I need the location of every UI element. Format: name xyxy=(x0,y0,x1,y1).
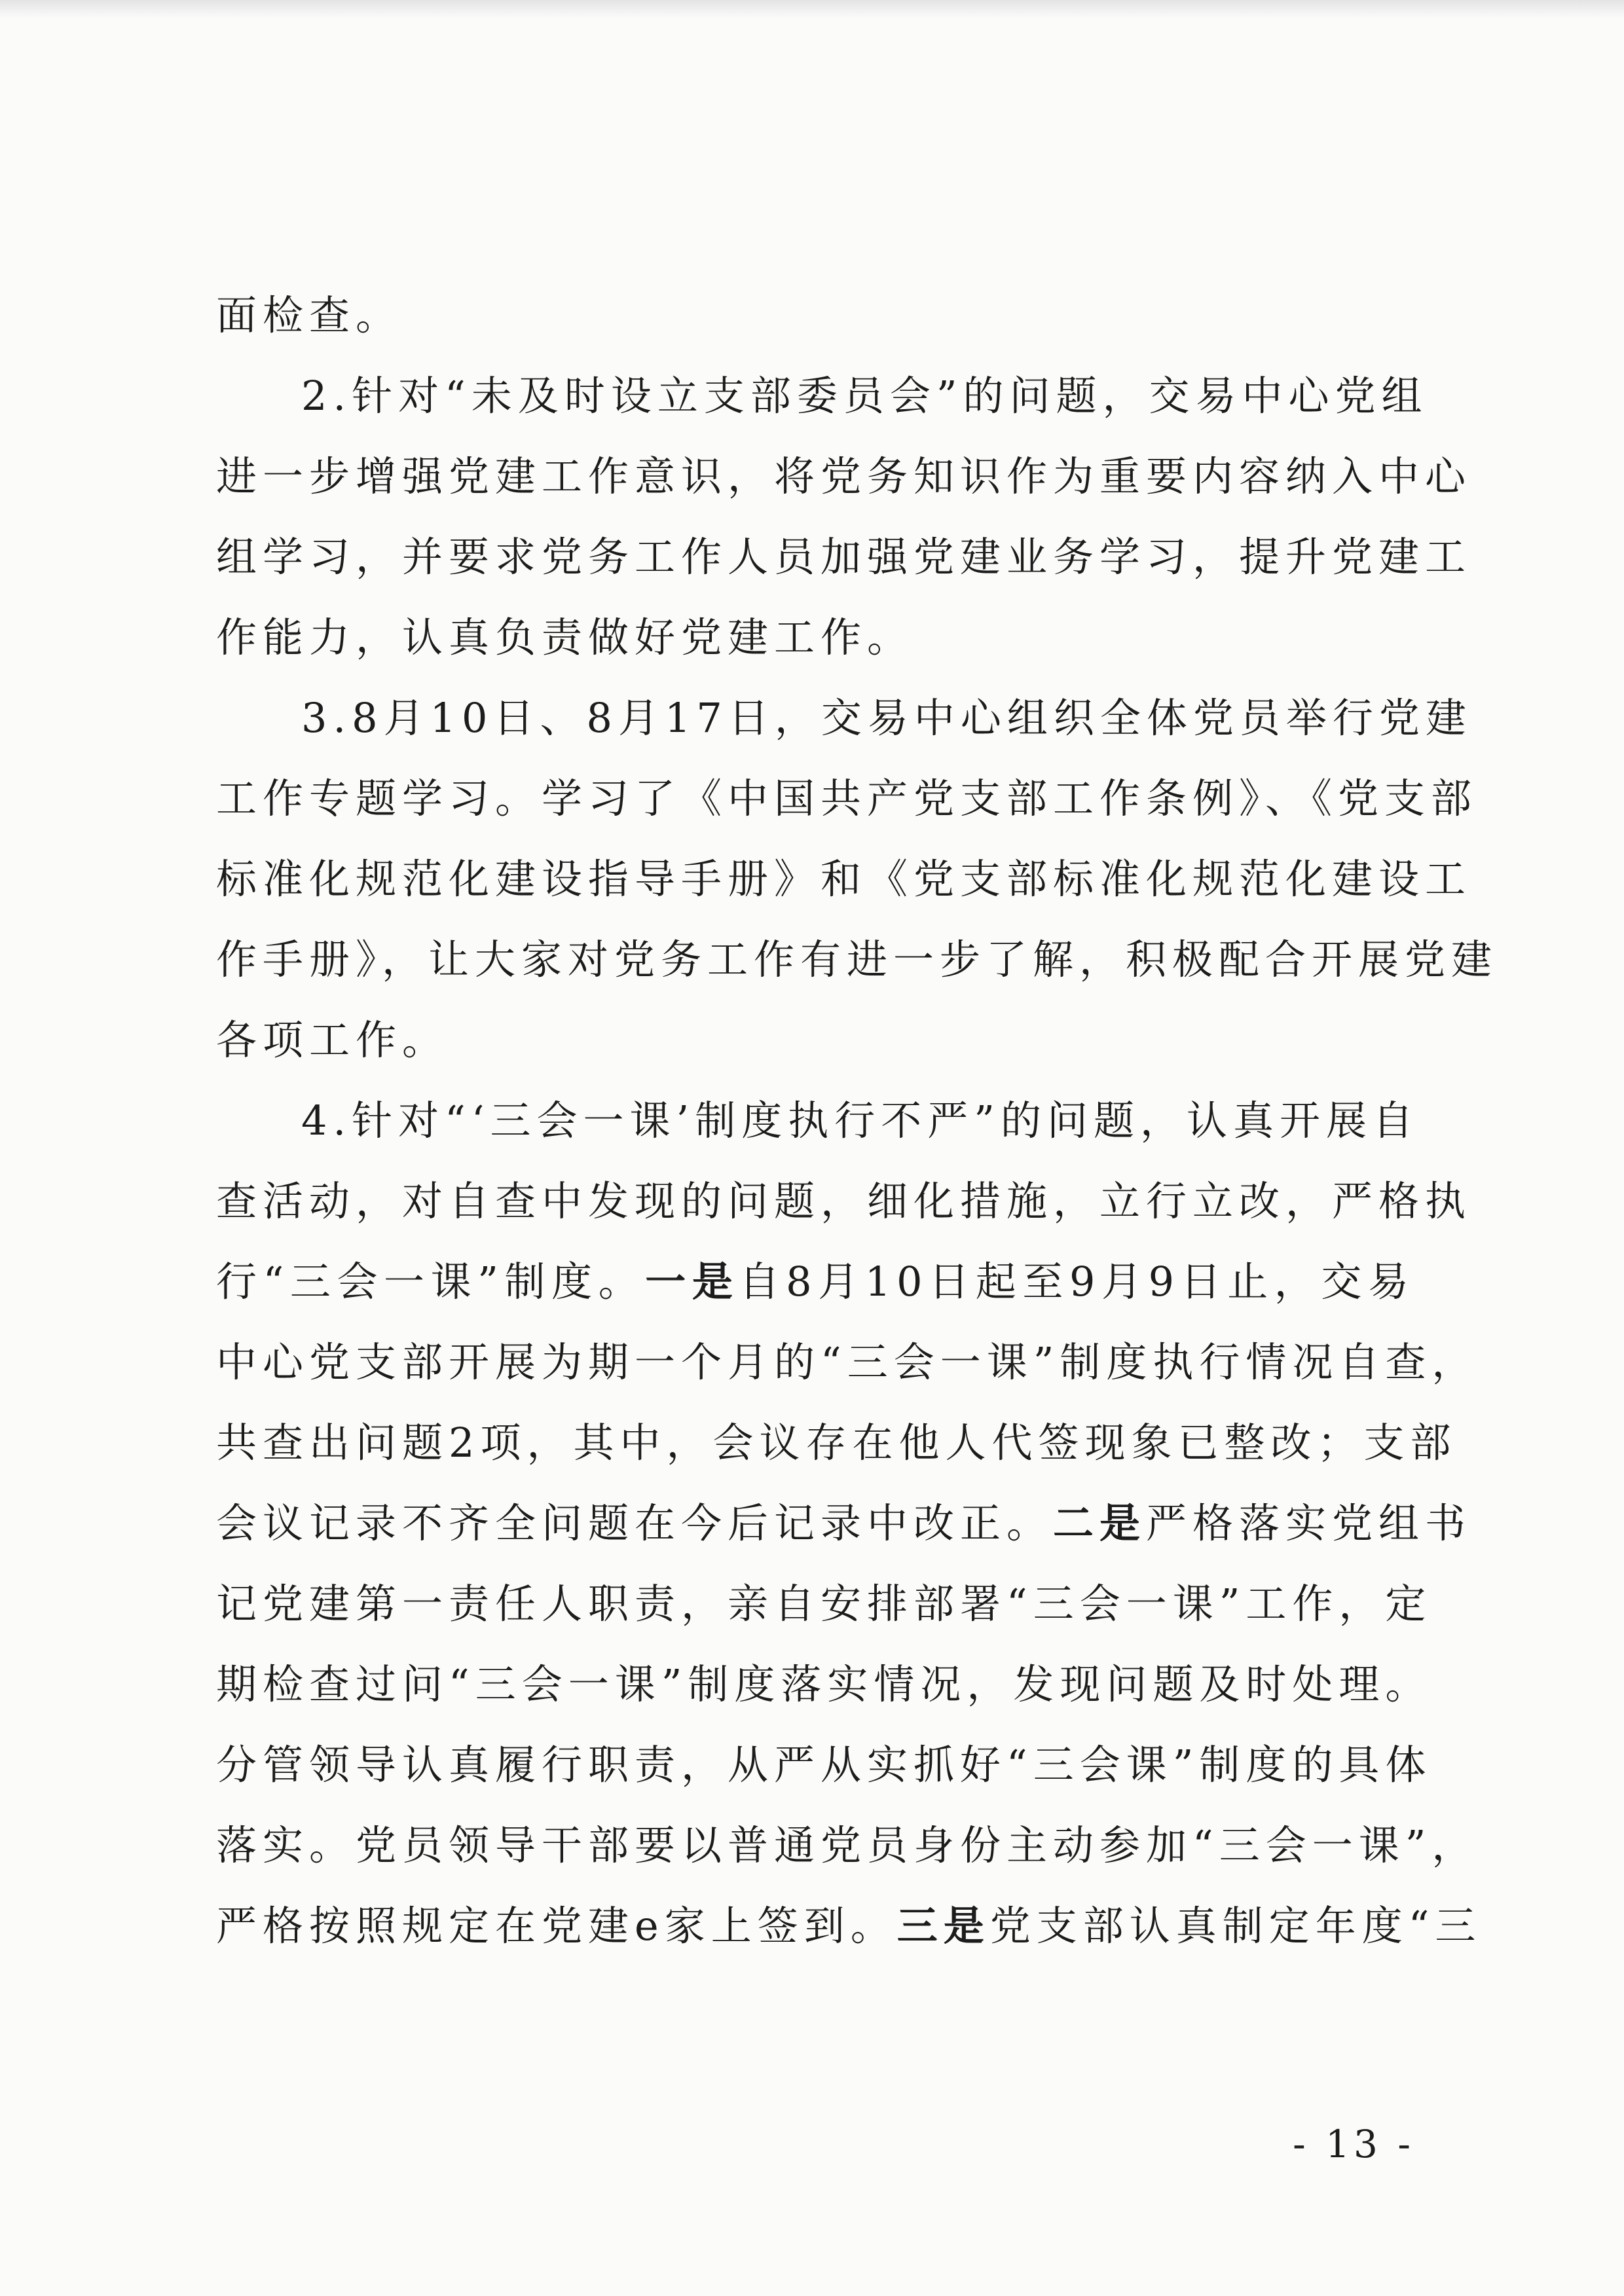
text-line: 记党建第一责任人职责，亲自安排部署“三会一课”工作，定 xyxy=(216,1580,1432,1628)
text-line: 期检查过问“三会一课”制度落实情况，发现问题及时处理。 xyxy=(216,1660,1432,1708)
enumerator: 三是 xyxy=(896,1902,990,1950)
text-line: 工作专题学习。学习了《中国共产党支部工作条例》、《党支部 xyxy=(216,774,1478,822)
text-line: 3.8月10日、8月17日，交易中心组织全体党员举行党建 xyxy=(301,694,1472,742)
text-line: 查活动，对自查中发现的问题，细化措施，立行立改，严格执 xyxy=(216,1177,1472,1225)
enumerator: 一是 xyxy=(645,1258,739,1305)
text-line: 会议记录不齐全问题在今后记录中改正。二是严格落实党组书 xyxy=(216,1499,1472,1547)
text-line: 各项工作。 xyxy=(216,1016,449,1064)
page-number: - 13 - xyxy=(1293,2122,1414,2166)
text-line: 作能力，认真负责做好党建工作。 xyxy=(216,613,914,661)
text-line: 2.针对“未及时设立支部委员会”的问题，交易中心党组 xyxy=(301,372,1428,420)
text-line: 中心党支部开展为期一个月的“三会一课”制度执行情况自查， xyxy=(216,1338,1479,1386)
text-line: 4.针对“‘三会一课’制度执行不严”的问题，认真开展自 xyxy=(301,1097,1419,1144)
scan-edge xyxy=(0,0,1624,18)
text-line: 共查出问题2项，其中，会议存在他人代签现象已整改；支部 xyxy=(216,1419,1457,1467)
text-line: 组学习，并要求党务工作人员加强党建业务学习，提升党建工 xyxy=(216,533,1472,581)
text-line: 作手册》，让大家对党务工作有进一步了解，积极配合开展党建 xyxy=(216,936,1498,983)
text-line: 落实。党员领导干部要以普通党员身份主动参加“三会一课”， xyxy=(216,1821,1479,1869)
body-text xyxy=(216,275,1498,1966)
text-line: 进一步增强党建工作意识，将党务知识作为重要内容纳入中心 xyxy=(216,452,1472,500)
text-line: 严格按照规定在党建e家上签到。三是党支部认真制定年度“三 xyxy=(216,1902,1482,1950)
text-line: 标准化规范化建设指导手册》和《党支部标准化规范化建设工 xyxy=(216,855,1472,903)
text-line: 分管领导认真履行职责，从严从实抓好“三会课”制度的具体 xyxy=(216,1741,1432,1789)
text-line: 行“三会一课”制度。一是自8月10日起至9月9日止，交易 xyxy=(216,1258,1414,1305)
enumerator: 二是 xyxy=(1053,1499,1147,1547)
text-line: 面检查。 xyxy=(216,291,403,339)
